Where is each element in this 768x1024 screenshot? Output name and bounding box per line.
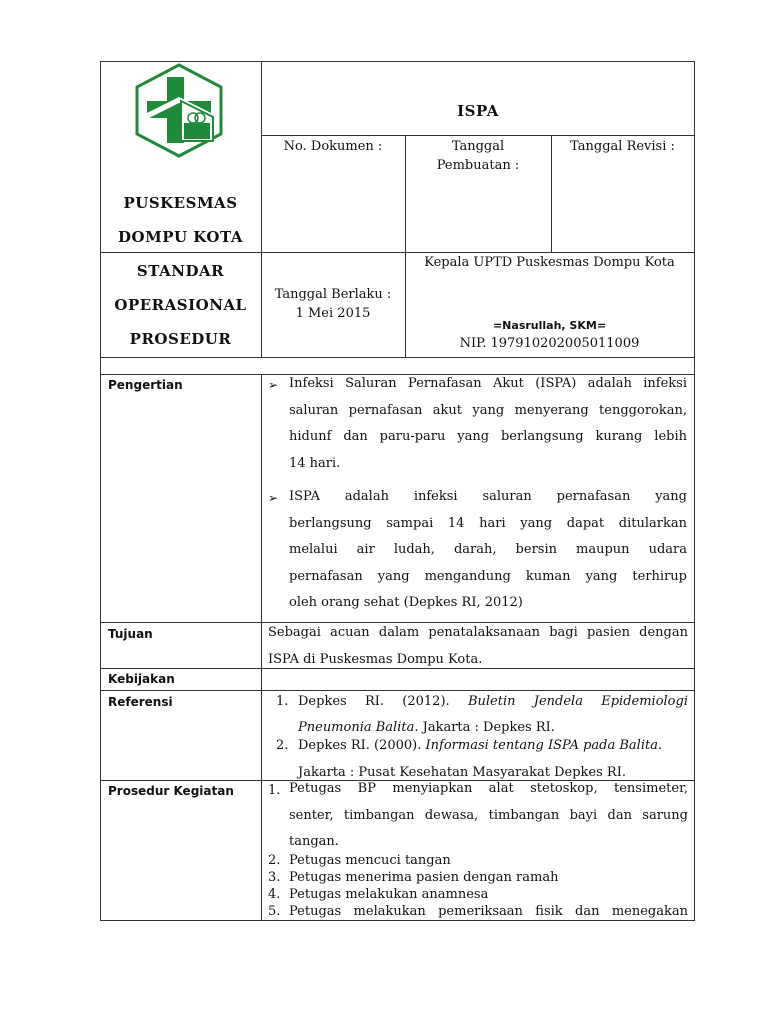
text-line: melalui air ludah, darah, bersin maupun udara	[289, 542, 687, 558]
prosedur-label: Prosedur Kegiatan	[108, 784, 234, 798]
kepala-nip: NIP. 197910202005011009	[459, 336, 640, 351]
header-row-divider	[100, 252, 695, 253]
ref-text: .	[657, 738, 663, 753]
tanggal-revisi-label: Tanggal Revisi :	[570, 139, 675, 154]
tujuan-text	[268, 620, 688, 673]
text-line: ISPA adalah infeksi saluran pernafasan yang	[289, 489, 687, 504]
row-divider-kebijakan	[100, 690, 695, 691]
puskesmas-logo-icon	[133, 63, 225, 158]
prosedur-step-5: Petugas melakukan pemeriksaan fisik dan menegakan	[289, 904, 688, 919]
text-line: Infeksi Saluran Pernafasan Akut (ISPA) adalah infeksi	[289, 376, 687, 391]
pengertian-paragraph-1	[289, 371, 687, 477]
reference-1-line2	[298, 720, 555, 736]
title-row-bottom	[261, 135, 695, 136]
text-line: Sebagai acuan dalam penatalaksanaan bagi pasien dengan	[268, 625, 688, 640]
step-number: 4.	[268, 887, 281, 902]
text-line: ISPA di Puskesmas Dompu Kota.	[268, 651, 483, 667]
document-title: ISPA	[457, 102, 499, 120]
ref-text: Depkes RI. (2000).	[298, 738, 426, 753]
referensi-label: Referensi	[108, 695, 173, 709]
table-border-right	[694, 61, 695, 921]
prosedur-step-4: Petugas melakukan anamnesa	[289, 887, 489, 902]
org-name-line1: PUSKESMAS	[123, 194, 238, 212]
sop-title-line2: OPERASIONAL	[114, 296, 247, 314]
tanggal-pembuatan-label-2: Pembuatan :	[436, 158, 520, 173]
reference-1-line1	[298, 694, 688, 710]
tanggal-berlaku-value: 1 Mei 2015	[295, 306, 371, 321]
ref-title: Informasi tentang ISPA pada Balita	[425, 738, 658, 753]
sop-title-line3: PROSEDUR	[129, 330, 232, 348]
prosedur-step-3: Petugas menerima pasien dengan ramah	[289, 870, 559, 885]
header-bottom	[100, 357, 695, 358]
tanggal-berlaku-label: Tanggal Berlaku :	[274, 287, 392, 302]
ref-number: 2.	[276, 738, 289, 753]
text-line: Petugas BP menyiapkan alat stetoskop, tensimeter,	[289, 781, 688, 796]
reference-2-line2: Jakarta : Pusat Kesehatan Masyarakat Depkes RI.	[298, 765, 626, 780]
table-border-left	[100, 61, 101, 921]
step-number: 3.	[268, 870, 281, 885]
ref-title: Buletin Jendela Epidemiologi	[467, 694, 688, 709]
pengertian-paragraph-2	[289, 484, 687, 617]
kebijakan-label: Kebijakan	[108, 672, 175, 686]
text-line: oleh orang sehat (Depkes RI, 2012)	[289, 595, 523, 611]
text-line: berlangsung sampai 14 hari yang dapat ditularkan	[289, 515, 687, 531]
sop-title-line1: STANDAR	[136, 262, 225, 280]
kepala-name: =Nasrullah, SKM=	[492, 319, 607, 332]
text-line: 14 hari.	[289, 455, 341, 471]
prosedur-step-1	[289, 776, 688, 856]
step-number: 2.	[268, 853, 281, 868]
ref-title: Pneumonia Balita	[298, 720, 415, 735]
ref-number: 1.	[276, 694, 289, 709]
table-border-bottom	[100, 920, 695, 921]
text-line: tangan.	[289, 834, 339, 850]
ref-text: Depkes RI. (2012).	[298, 694, 468, 709]
text-line: saluran pernafasan akut yang menyerang tenggorokan,	[289, 402, 687, 418]
kepala-label: Kepala UPTD Puskesmas Dompu Kota	[424, 255, 675, 270]
step-number: 1.	[268, 783, 281, 798]
prosedur-step-2: Petugas mencuci tangan	[289, 853, 451, 868]
pengertian-label: Pengertian	[108, 378, 183, 392]
table-border-top	[100, 61, 695, 62]
reference-2-line1	[298, 738, 662, 754]
bullet-arrow-icon: ➢	[268, 378, 279, 392]
tanggal-pembuatan-label-1: Tanggal	[451, 139, 505, 154]
step-number: 5.	[268, 904, 281, 919]
text-line: pernafasan yang mengandung kuman yang terhirup	[289, 568, 687, 584]
text-line: hidunf dan paru-paru yang berlangsung kurang lebih	[289, 429, 687, 445]
body-divider	[261, 374, 262, 921]
ref-text: . Jakarta : Depkes RI.	[414, 720, 555, 735]
text-line: senter, timbangan dewasa, timbangan bayi dan sarung	[289, 807, 688, 823]
tujuan-label: Tujuan	[108, 627, 153, 641]
bullet-arrow-icon: ➢	[268, 491, 279, 505]
no-dokumen-label: No. Dokumen :	[283, 139, 383, 154]
org-name-line2: DOMPU KOTA	[118, 228, 243, 246]
